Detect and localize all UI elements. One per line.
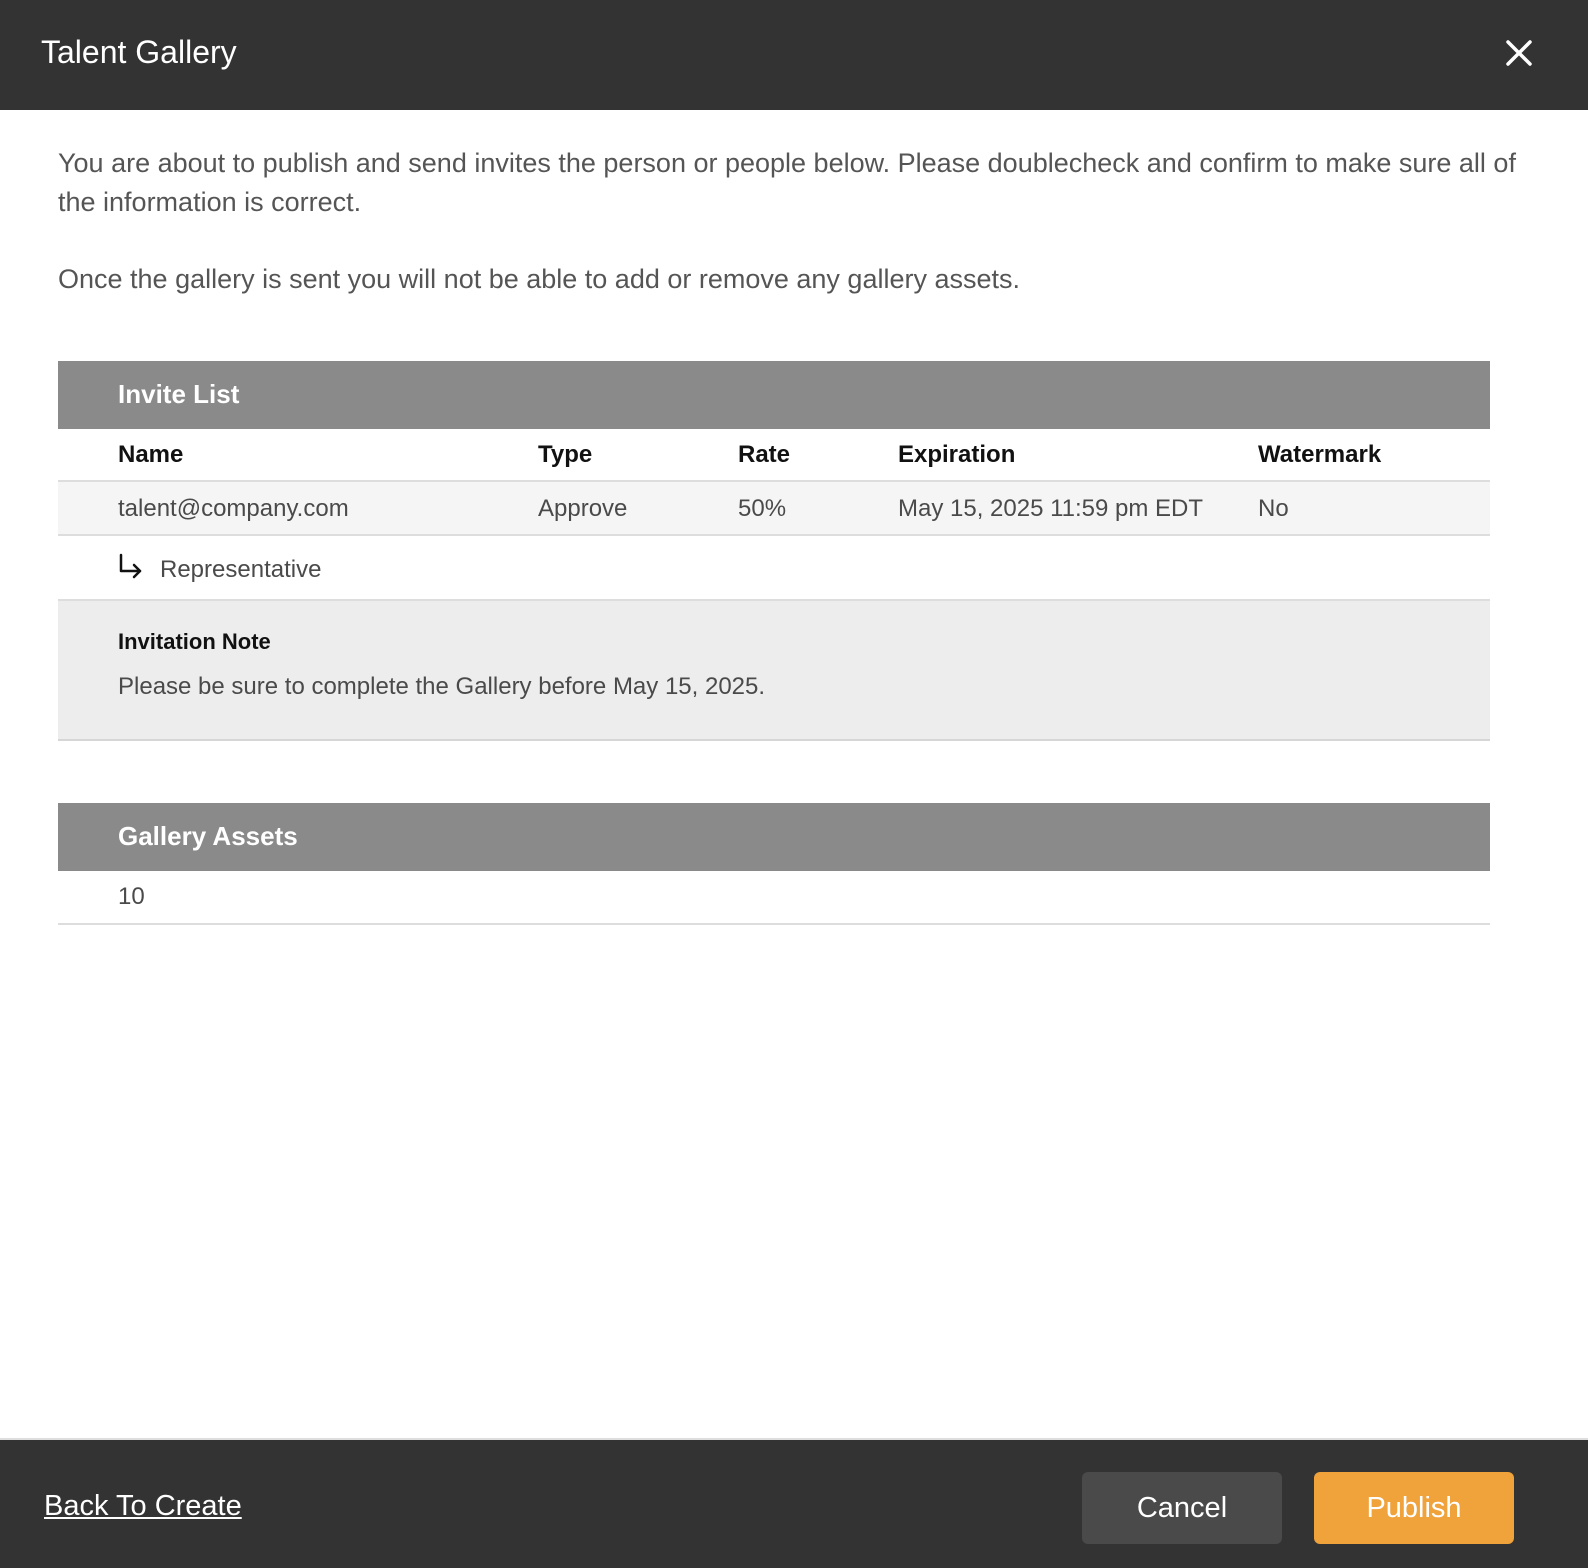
representative-label: Representative <box>160 556 322 583</box>
invite-list-title: Invite List <box>118 379 240 409</box>
modal-header <box>0 0 1588 110</box>
column-header-name: Name <box>118 441 184 468</box>
invite-type: Approve <box>538 495 628 522</box>
column-header-watermark: Watermark <box>1258 441 1382 468</box>
column-header-expiration: Expiration <box>898 441 1016 468</box>
publish-button[interactable]: Publish <box>1314 1472 1514 1544</box>
column-header-type: Type <box>538 441 593 468</box>
modal-title: Talent Gallery <box>41 34 237 70</box>
cancel-button[interactable]: Cancel <box>1082 1472 1282 1544</box>
column-header-rate: Rate <box>738 441 791 468</box>
invitation-note <box>58 601 1490 741</box>
invite-expiration: May 15, 2025 11:59 pm EDT <box>898 495 1204 522</box>
invite-rate: 50% <box>738 495 787 522</box>
close-icon[interactable] <box>1502 36 1536 70</box>
gallery-assets-count: 10 <box>118 883 145 910</box>
gallery-assets-row <box>58 871 1490 925</box>
invite-name: talent@company.com <box>118 495 349 522</box>
table-row <box>58 482 1490 536</box>
invite-table-header <box>58 429 1490 482</box>
invitation-note-text: Please be sure to complete the Gallery before May 15, 2025. <box>118 673 766 700</box>
invite-list-header <box>58 361 1490 429</box>
return-arrow-icon <box>116 552 146 582</box>
representative-row <box>58 536 1490 601</box>
back-to-create-link[interactable]: Back To Create <box>44 1490 242 1522</box>
warning-message: Once the gallery is sent you will not be able to add or remove any gallery assets. <box>58 264 1021 294</box>
invitation-note-title: Invitation Note <box>118 629 271 654</box>
gallery-assets-header <box>58 803 1490 871</box>
modal-footer <box>0 1438 1588 1568</box>
gallery-assets-title: Gallery Assets <box>118 821 298 851</box>
intro-message: You are about to publish and send invites the person or people below. Please doublecheck and confirm to make sure all of the information is correct. <box>58 148 1516 217</box>
invite-watermark: No <box>1258 495 1289 522</box>
